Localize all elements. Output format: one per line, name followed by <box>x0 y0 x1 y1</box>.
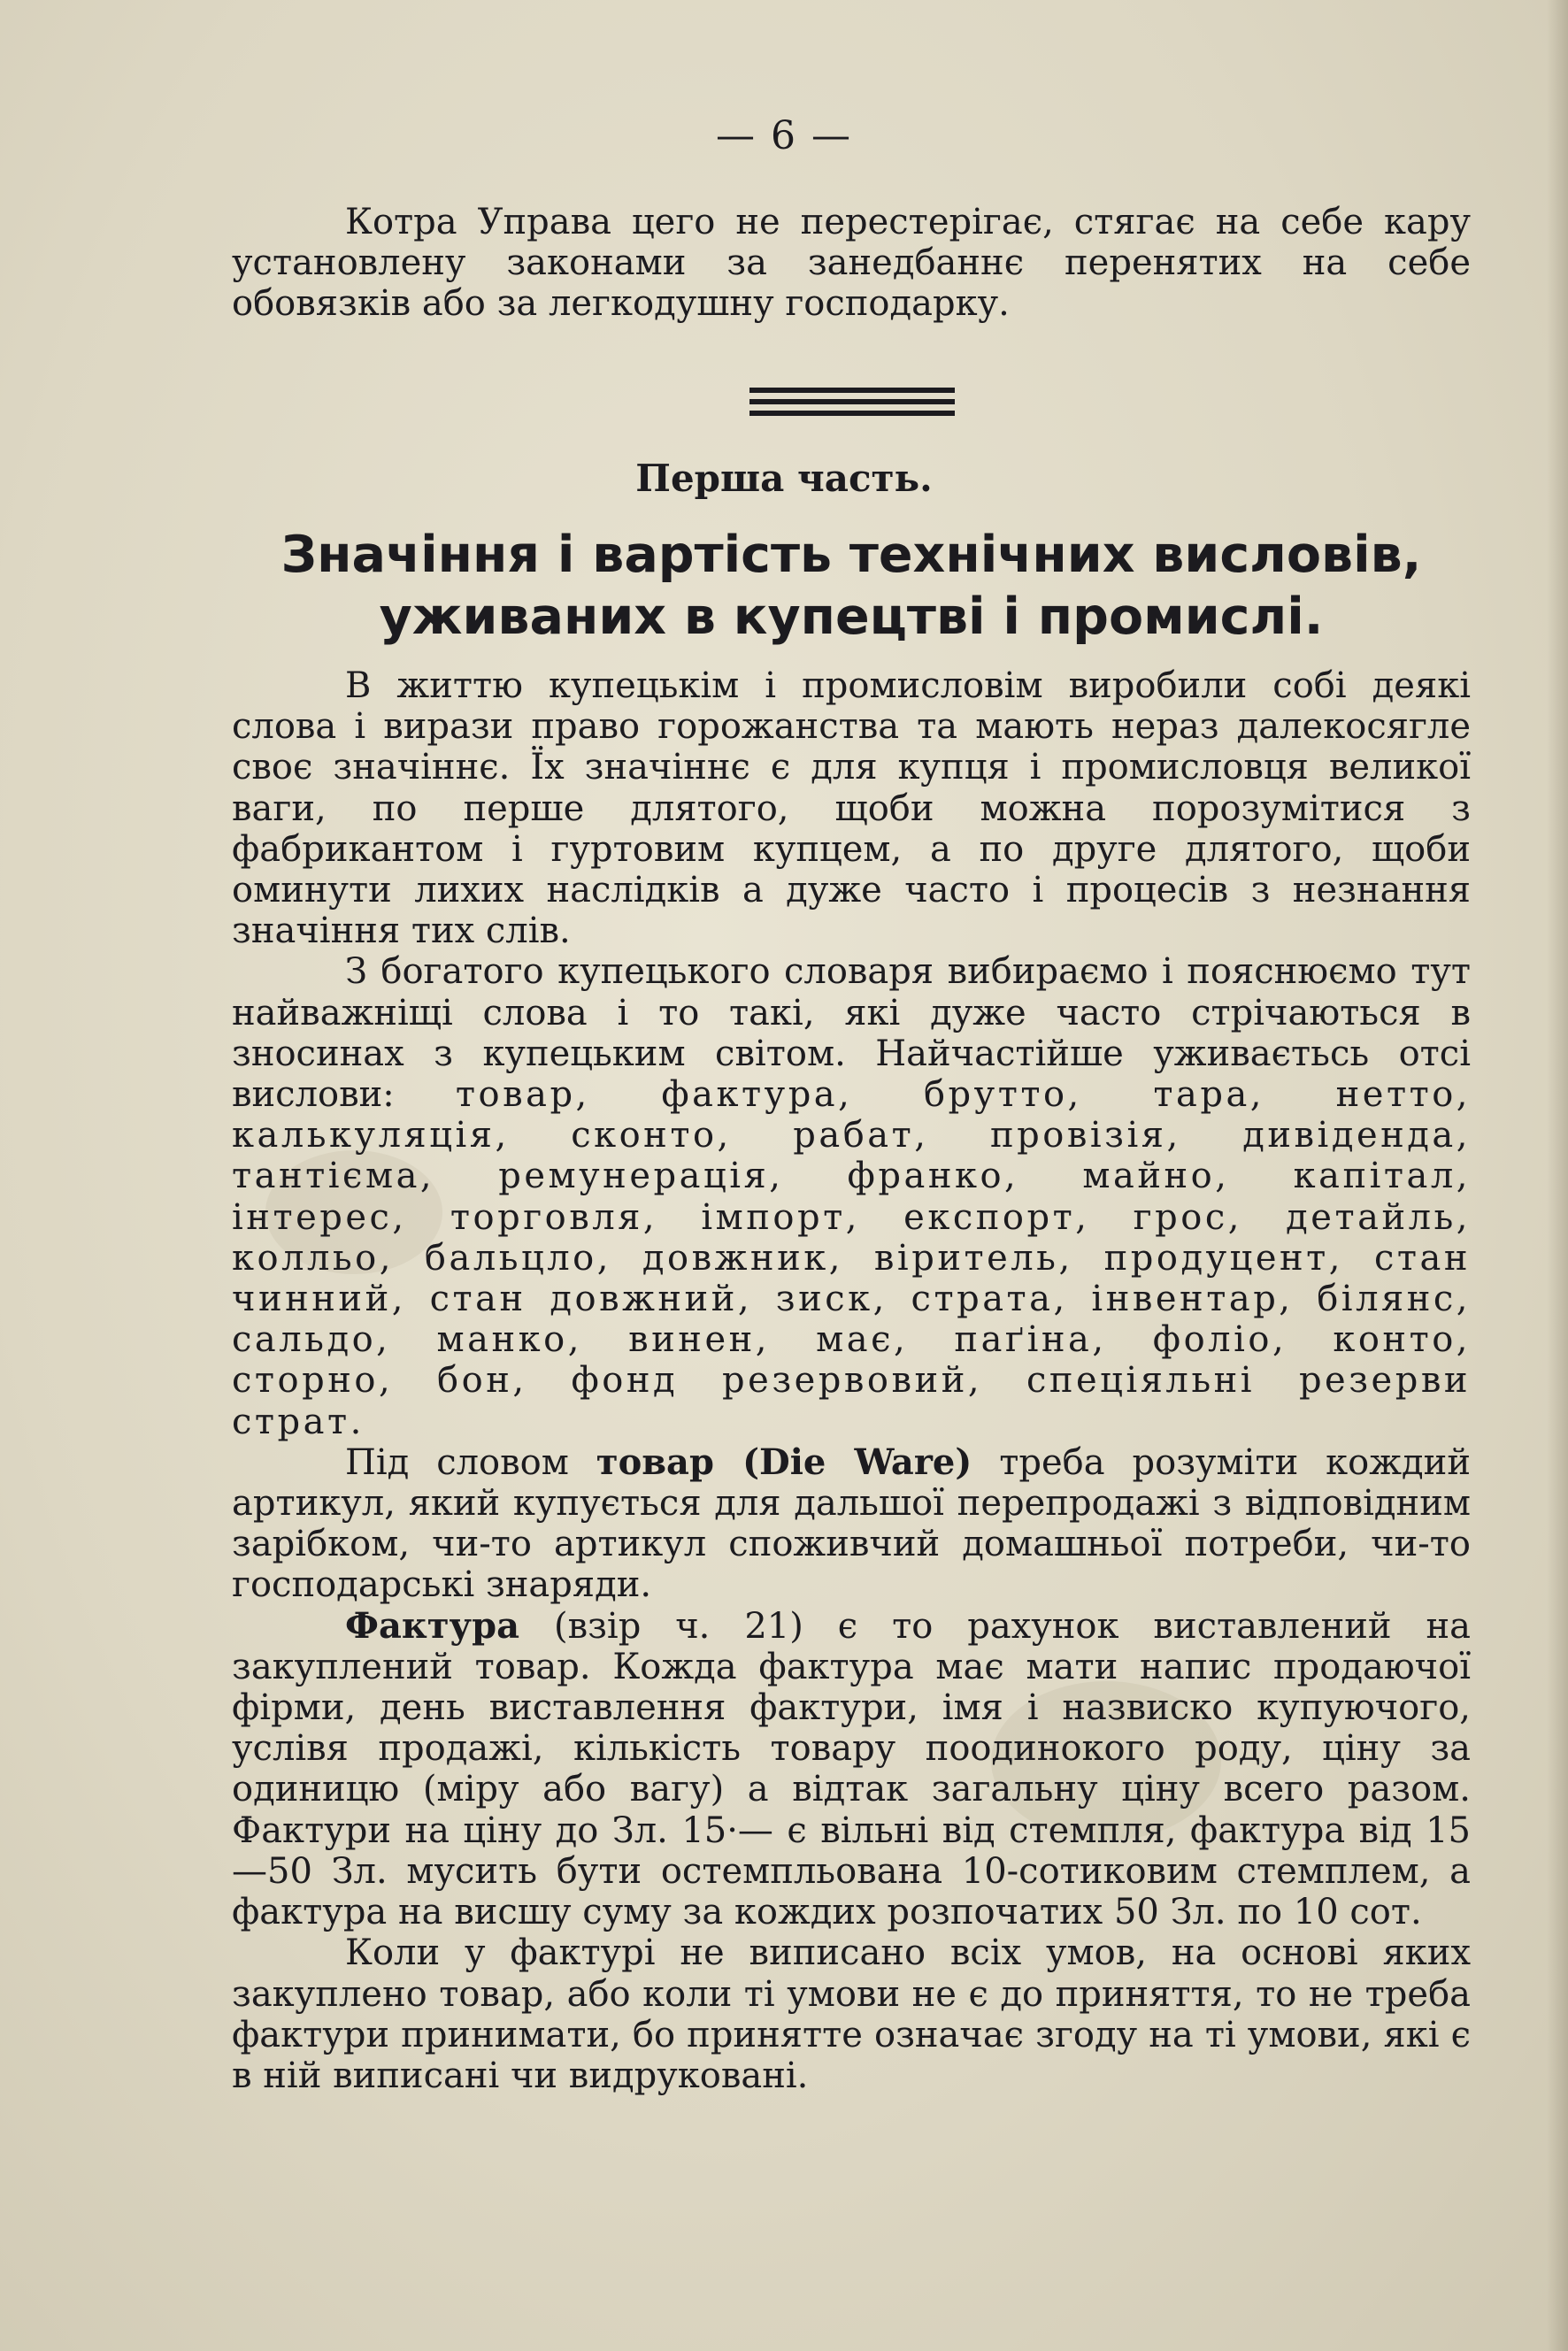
divider-line <box>749 388 955 393</box>
page-edge-shadow <box>1547 0 1568 2351</box>
divider-line <box>749 399 955 404</box>
chapter-heading-line-1: Значіння і вартість технічних висловів, <box>281 526 1422 584</box>
paragraph-3-lead: Під словом <box>345 1441 569 1483</box>
chapter-heading-line-2: уживаних в купецтві і промислі. <box>379 588 1324 646</box>
term-faktura: Фактура <box>345 1604 520 1647</box>
paragraph-3-text: треба розуміти кождий артикул, який купується для дальшої перепродажі з відповідним зарібком, чи-то артикул споживчий домашньої потреби, чи-то господарські знаряди. <box>232 1441 1471 1606</box>
intro-paragraph: Котра Управа цего не перестерігає, стягає на себе кару установлену законами за занедбаннє перенятих на себе обовязків або за легкодушну господарку. <box>232 202 1471 325</box>
section-divider <box>749 388 955 422</box>
section-label: Перша часть. <box>635 457 933 500</box>
paragraph-2-intro: З богатого купецького словаря вибираємо і пояснюємо тут найважніщі слова і то такі, які дуже часто стрічаються в зносинах з купецьким світом. Найчастійше уживаєтьсь отсі вислови: <box>232 951 1471 1116</box>
divider-line <box>749 411 955 416</box>
paragraph-3 <box>232 1442 1471 1606</box>
intro-paragraph-block <box>232 202 1471 325</box>
page-number: — 6 — <box>716 113 852 158</box>
paragraph-1: В життю купецькім і промисловім виробили собі деякі слова і вирази право горожанства та мають нераз далекосягле своє значіннє. Їх значіннє є для купця і промисловця великої ваги, по перше длятого, щоби можна порозумітися з фабрикантом і гуртовим купцем, а по друге длятого, щоби оминути лихих наслідків а дуже часто і процесів з незнання значіння тих слів. <box>232 665 1471 952</box>
paragraph-5: Коли у фактурі не виписано всіх умов, на основі яких закуплено товар, або коли ті умови не є до приняття, то не треба фактури принимати, бо принятте означає згоду на ті умови, які є в ній виписані чи видруковані. <box>232 1932 1471 2096</box>
paragraph-2 <box>232 951 1471 1441</box>
terms-list: товар, фактура, брутто, тара, нетто, калькуляція, сконто, рабат, провізія, дивіденда, тантієма, ремунерація, франко, майно, капітал, інтерес, торговля, імпорт, експорт, грос, детайль, колльо, бальцло, довжник, віритель, продуцент, стан чинний, стан довжний, зиск, страта, інвентар, білянс, сальдо, манко, винен, має, паґіна, фоліо, конто, сторно, бон, фонд резервовий, спеціяльні резерви страт. <box>232 1074 1472 1442</box>
chapter-heading <box>232 524 1471 648</box>
paragraph-4 <box>232 1606 1471 1933</box>
term-tovar: товар (Die Ware) <box>596 1441 972 1483</box>
paragraph-4-text: (взір ч. 21) є то рахунок виставлений на закуплений товар. Кожда фактура має мати напис продаючої фірми, день виставлення фактури, імя і назвиско купуючого, услівя продажі, кількість товару поодинокого роду, ціну за одиницю (міру або вагу) а відтак загальну ціну всего разом. Фактури на ціну до Зл. 15·— є вільні від стемпля, фактура від 15—50 Зл. мусить бути остемпльована 10-сотиковим стемплем, а фактура на висшу суму за кождих розпочатих 50 Зл. по 10 сот. <box>232 1605 1472 1933</box>
body-text <box>232 665 1471 2096</box>
